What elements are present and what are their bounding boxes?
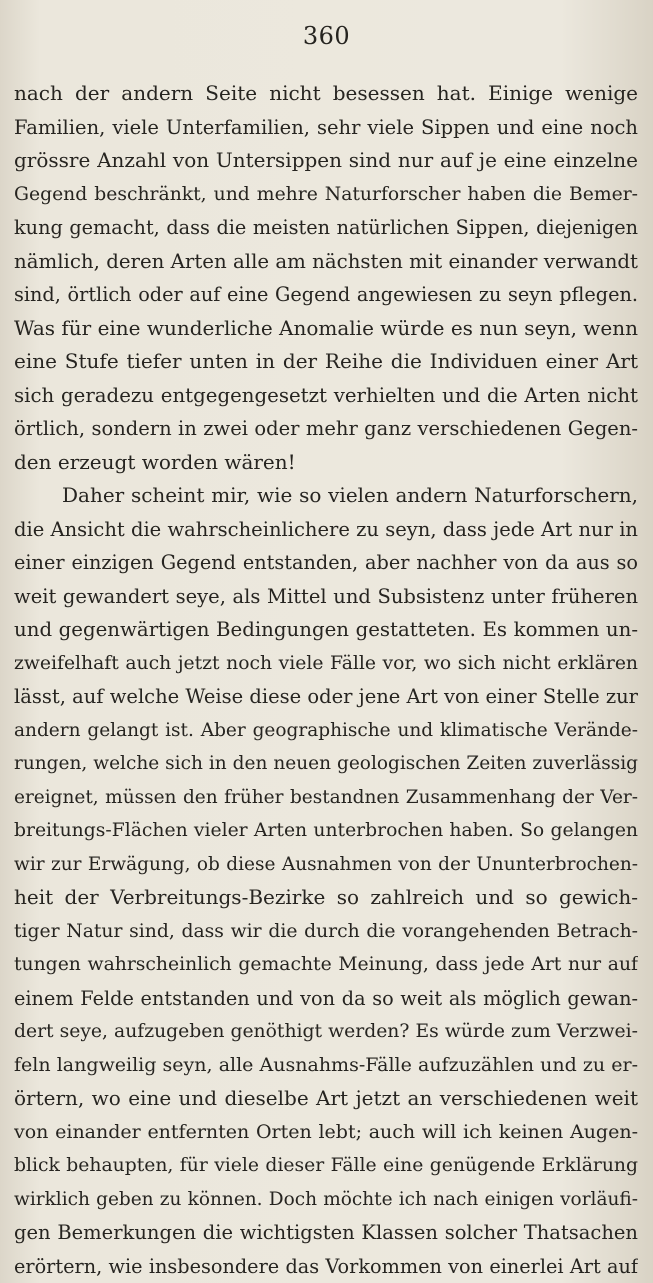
text-line: tiger Natur sind, dass wir die durch die vorangehenden Betrach- [14, 915, 638, 949]
text-line: wir zur Erwägung, ob diese Ausnahmen von der Ununterbrochen- [14, 848, 638, 882]
text-line: nach der andern Seite nicht besessen hat. Einige wenige [14, 77, 638, 111]
text-line: breitungs-Flächen vieler Arten unterbrochen haben. So gelangen [14, 814, 638, 848]
text-line: rungen, welche sich in den neuen geologischen Zeiten zuverlässig [14, 747, 638, 781]
text-line: andern gelangt ist. Aber geographische und klimatische Verände- [14, 714, 638, 748]
text-line: tungen wahrscheinlich gemachte Meinung, dass jede Art nur auf [14, 948, 638, 982]
text-line: feln langweilig seyn, alle Ausnahms-Fälle aufzuzählen und zu er- [14, 1049, 638, 1083]
text-line: eine Stufe tiefer unten in der Reihe die Individuen einer Art [14, 345, 638, 379]
text-line: Daher scheint mir, wie so vielen andern Naturforschern, [14, 479, 638, 513]
text-line: lässt, auf welche Weise diese oder jene Art von einer Stelle zur [14, 680, 638, 714]
text-line: zweifelhaft auch jetzt noch viele Fälle vor, wo sich nicht erklären [14, 647, 638, 681]
text-line: ereignet, müssen den früher bestandnen Zusammenhang der Ver- [14, 781, 638, 815]
text-line: wirklich geben zu können. Doch möchte ich nach einigen vorläufi- [14, 1183, 638, 1217]
text-line: weit gewandert seye, als Mittel und Subsistenz unter früheren [14, 580, 638, 614]
text-line: örtlich, sondern in zwei oder mehr ganz verschiedenen Gegen- [14, 412, 638, 446]
text-line: einem Felde entstanden und von da so weit als möglich gewan- [14, 982, 638, 1016]
text-line: und gegenwärtigen Bedingungen gestatteten. Es kommen un- [14, 613, 638, 647]
text-line: die Ansicht die wahrscheinlichere zu seyn, dass jede Art nur in [14, 513, 638, 547]
text-line: Was für eine wunderliche Anomalie würde es nun seyn, wenn [14, 312, 638, 346]
page-number: 360 [0, 22, 653, 50]
text-line: gen Bemerkungen die wichtigsten Klassen solcher Thatsachen [14, 1216, 638, 1250]
text-line: Familien, viele Unterfamilien, sehr viele Sippen und eine noch [14, 111, 638, 145]
text-line: örtern, wo eine und dieselbe Art jetzt an verschiedenen weit [14, 1082, 638, 1116]
text-line: den erzeugt worden wären! [14, 446, 638, 480]
text-line: einer einzigen Gegend entstanden, aber nachher von da aus so [14, 546, 638, 580]
text-line: Gegend beschränkt, und mehre Naturforscher haben die Bemer- [14, 178, 638, 212]
text-line: sind, örtlich oder auf eine Gegend angewiesen zu seyn pflegen. [14, 278, 638, 312]
text-line: blick behaupten, für viele dieser Fälle eine genügende Erklärung [14, 1149, 638, 1183]
text-line: nämlich, deren Arten alle am nächsten mit einander verwandt [14, 245, 638, 279]
text-line: heit der Verbreitungs-Bezirke so zahlreich und so gewich- [14, 881, 638, 915]
text-line: kung gemacht, dass die meisten natürlichen Sippen, diejenigen [14, 211, 638, 245]
text-line: erörtern, wie insbesondere das Vorkommen von einerlei Art auf [14, 1250, 638, 1283]
text-line: grössre Anzahl von Untersippen sind nur auf je eine einzelne [14, 144, 638, 178]
text-line: sich geradezu entgegengesetzt verhielten und die Arten nicht [14, 379, 638, 413]
text-line: von einander entfernten Orten lebt; auch will ich keinen Augen- [14, 1116, 638, 1150]
body-text [14, 77, 638, 1283]
text-line: dert seye, aufzugeben genöthigt werden? Es würde zum Verzwei- [14, 1015, 638, 1049]
